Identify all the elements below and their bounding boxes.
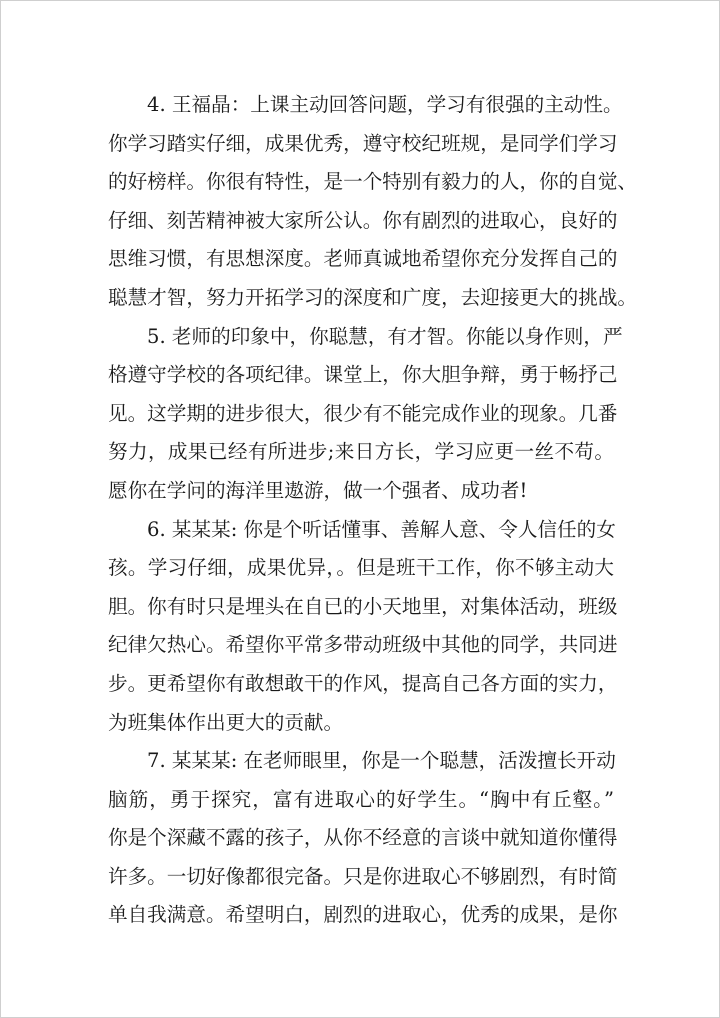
text-line: 你是个深藏不露的孩子，从你不经意的言谈中就知道你懂得: [108, 826, 618, 850]
text-line: 脑筋，勇于探究，富有进取心的好学生。“胸中有丘壑。”: [108, 787, 614, 811]
text-line: 纪律欠热心。希望你平常多带动班级中其他的同学，共同进: [108, 633, 618, 657]
text-line: 思维习惯，有思想深度。老师真诚地希望你充分发挥自己的: [108, 247, 618, 271]
text-line: 4. 王福晶：上课主动回答问题，学习有很强的主动性。: [147, 93, 623, 116]
text-line: 为班集体作出更大的贡献。: [108, 710, 344, 734]
text-line: 见。这学期的进步很大，很少有不能完成作业的现象。几番: [108, 401, 618, 425]
document-body: [108, 86, 638, 935]
text-line: 单自我满意。希望明白，剧烈的进取心，优秀的成果，是你: [108, 903, 618, 927]
text-line: 胆。你有时只是埋头在自已的小天地里，对集体活动，班级: [108, 594, 618, 618]
text-line: 7. 某某某: 在老师眼里，你是一个聪慧，活泼擅长开动: [147, 749, 616, 773]
text-line: 聪慧才智，努力开拓学习的深度和广度，去迎接更大的挑战。: [108, 285, 638, 309]
text-line: 5. 老师的印象中，你聪慧，有才智。你能以身作则，严: [147, 324, 623, 348]
text-line: 步。更希望你有敢想敢干的作风，提高自己各方面的实力，: [108, 671, 618, 695]
text-line: 愿你在学问的海洋里遨游，做一个强者、成功者!: [108, 478, 528, 502]
text-line: 努力，成果已经有所进步;来日方长，学习应更一丝不苟。: [108, 440, 614, 464]
text-line: 格遵守学校的各项纪律。课堂上，你大胆争辩，勇于畅抒己: [108, 363, 618, 387]
text-line: 仔细、刻苦精神被大家所公认。你有剧烈的进取心，良好的: [108, 208, 618, 232]
text-line: 你学习踏实仔细，成果优秀，遵守校纪班规，是同学们学习: [108, 131, 618, 155]
text-line: 孩。学习仔细，成果优异，。但是班干工作，你不够主动大: [108, 556, 614, 580]
text-line: 许多。一切好像都很完备。只是你进取心不够剧烈，有时简: [108, 864, 618, 888]
paragraph-7: [108, 742, 618, 935]
paragraph-5: [108, 318, 623, 511]
paragraph-4: [108, 86, 638, 318]
text-line: 的好榜样。你很有特性，是一个特别有毅力的人，你的自觉、: [108, 170, 638, 194]
text-line: 6. 某某某: 你是个听话懂事、善解人意、令人信任的女: [147, 517, 616, 541]
paragraph-6: [108, 511, 618, 743]
